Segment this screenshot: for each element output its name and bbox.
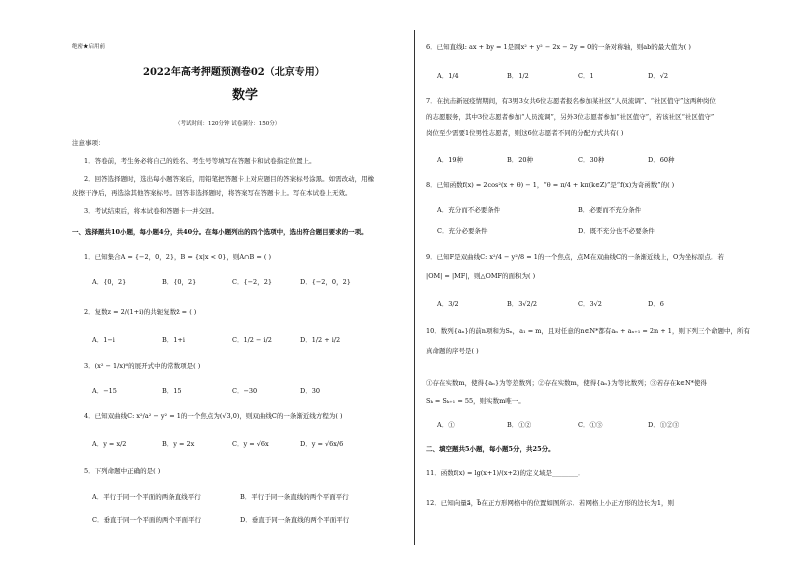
option-a: A．充分而不必要条件: [437, 206, 501, 214]
question-7-line3: 岗位至少需要1位男性志愿者，则这6位志愿者不同的分配方式共有( ): [426, 129, 624, 137]
section-2-heading: 二、填空题共5小题，每小题5分，共25分。: [426, 445, 555, 453]
question-10: 10．数列{aₙ}的前n项和为Sₙ，a₁ = m，且对任意的n∈N*都有aₙ + aₙ₊₁ = 2n + 1，则下列三个命题中，所有: [426, 327, 750, 335]
question-1: 1．已知集合A = {−2，0，2}，B = {x|x < 0}，则A∩B = ( ): [84, 253, 272, 261]
option-b: B．{0，2}: [162, 278, 197, 286]
option-c: C．充分必要条件: [437, 227, 488, 235]
subject-title: 数学: [232, 88, 259, 103]
notes-heading: 注意事项：: [72, 139, 105, 147]
question-7: 7．在抗击新冠疫情期间，有3男3女共6位志愿者报名参加某社区“人员流调”、“社区值守”这两种岗位: [426, 97, 716, 105]
question-10-line4: Sₖ = Sₖ₊₁ = 55，则实数m唯一。: [426, 397, 525, 405]
option-b: B．1/2: [507, 72, 529, 80]
option-a: A．19种: [437, 156, 463, 164]
option-d: D．6: [648, 300, 664, 308]
option-c: C．−30: [232, 387, 258, 395]
option-a: A．{0，2}: [92, 278, 127, 286]
note-item: 3．考试结束后，将本试卷和答题卡一并交回。: [84, 207, 219, 215]
option-b: B．必要而不充分条件: [578, 206, 642, 214]
question-9: 9．已知F是双曲线C: x²/4 − y²/8 = 1的一个焦点，点M在双曲线C的一条渐近线上，O为坐标原点．若: [426, 253, 724, 261]
option-d: D．60种: [648, 156, 675, 164]
exam-info: （考试时间：120分钟 试卷满分：150分）: [175, 121, 281, 127]
question-3: 3．(x² − 1/x)⁶的展开式中的常数项是( ): [84, 362, 201, 370]
question-7-line2: 的志愿服务，其中3位志愿者参加“人员流调”，另外3位志愿者参加“社区值守”，若该社区“社区值守”: [426, 113, 715, 121]
option-a: A．1/4: [437, 72, 459, 80]
option-d: D．30: [300, 387, 320, 395]
question-12: 12．已知向量a⃗，b⃗在正方形网格中的位置如图所示．若网格上小正方形的边长为1，则: [426, 499, 675, 507]
question-10-line3: ①存在实数m，使得{aₙ}为等差数列；②存在实数m，使得{aₙ}为等比数列；③若存在k∈N*使得: [426, 379, 707, 387]
option-d: D．y = √6x/6: [300, 440, 344, 448]
secret-label: 绝密★启用前: [72, 44, 106, 50]
question-5: 5．下列命题中正确的是( ): [84, 467, 161, 475]
option-a: A．①: [437, 421, 455, 429]
option-b: B．1+i: [162, 336, 185, 344]
option-a: A．1−i: [92, 336, 115, 344]
option-a: A．y = x/2: [92, 440, 127, 448]
option-b: B．平行于同一条直线的两个平面平行: [240, 493, 349, 501]
section-heading: 一、选择题共10小题，每小题4分，共40分。在每小题列出的四个选项中，选出符合题目要求的一项。: [72, 228, 368, 236]
option-b: B．20种: [507, 156, 534, 164]
question-6: 6．已知直线l: ax + by = 1是圆x² + y² − 2x − 2y = 0的一条对称轴，则ab的最大值为( ): [426, 43, 691, 51]
question-10-line2: 真命题的序号是( ): [426, 347, 479, 355]
option-c: C．1/2 − i/2: [232, 336, 272, 344]
option-d: D．√2: [648, 72, 668, 80]
option-c: C．y = √6x: [232, 440, 269, 448]
option-b: B．15: [162, 387, 182, 395]
question-8: 8．已知函数f(x) = 2cos²(x + θ) − 1，“θ = π/4 + kπ(k∈Z)”是“f(x)为奇函数”的( ): [426, 181, 675, 189]
option-a: A．3/2: [437, 300, 459, 308]
option-c: C．①③: [578, 421, 603, 429]
option-a: A．平行于同一个平面的两条直线平行: [92, 493, 201, 501]
option-c: C．垂直于同一个平面的两个平面平行: [92, 516, 201, 524]
option-c: C．30种: [578, 156, 605, 164]
question-4: 4．已知双曲线C: x²/a² − y² = 1的一个焦点为(√3,0)，则双曲线C的一条渐近线方程为( ): [84, 412, 343, 420]
note-item: 皮擦干净后，再选涂其他答案标号。回答非选择题时，将答案写在答题卡上。写在本试卷上无效。: [72, 189, 352, 197]
note-item: 2．回答选择题时，选出每小题答案后，用铅笔把答题卡上对应题目的答案标号涂黑。如需改动，用橡: [84, 175, 375, 183]
option-d: D．①②③: [648, 421, 680, 429]
option-c: C．{−2，2}: [232, 278, 272, 286]
option-d: D．1/2 + i/2: [300, 336, 341, 344]
exam-title: 2022年高考押题预测卷02（北京专用）: [143, 67, 325, 78]
option-d: D．{−2，0，2}: [300, 278, 351, 286]
option-d: D．既不充分也不必要条件: [578, 227, 655, 235]
note-item: 1．答卷前，考生务必将自己的姓名、考生号等填写在答题卡和试卷指定位置上。: [84, 157, 316, 165]
option-c: C．3√2: [578, 300, 602, 308]
question-2: 2．复数z = 2/(1+i)的共轭复数z̄ = ( ): [84, 308, 197, 316]
option-a: A．−15: [92, 387, 117, 395]
option-b: B．3√2/2: [507, 300, 538, 308]
option-b: B．①②: [507, 421, 532, 429]
question-11: 11．函数f(x) = lg(x+1)/(x+2)的定义域是________．: [426, 469, 585, 477]
option-d: D．垂直于同一条直线的两个平面平行: [240, 516, 350, 524]
option-c: C．1: [578, 72, 594, 80]
question-9-line2: |OM| = |MF|，则△OMF的面积为( ): [426, 272, 536, 280]
column-divider: [414, 30, 415, 545]
option-b: B．y = 2x: [162, 440, 195, 448]
